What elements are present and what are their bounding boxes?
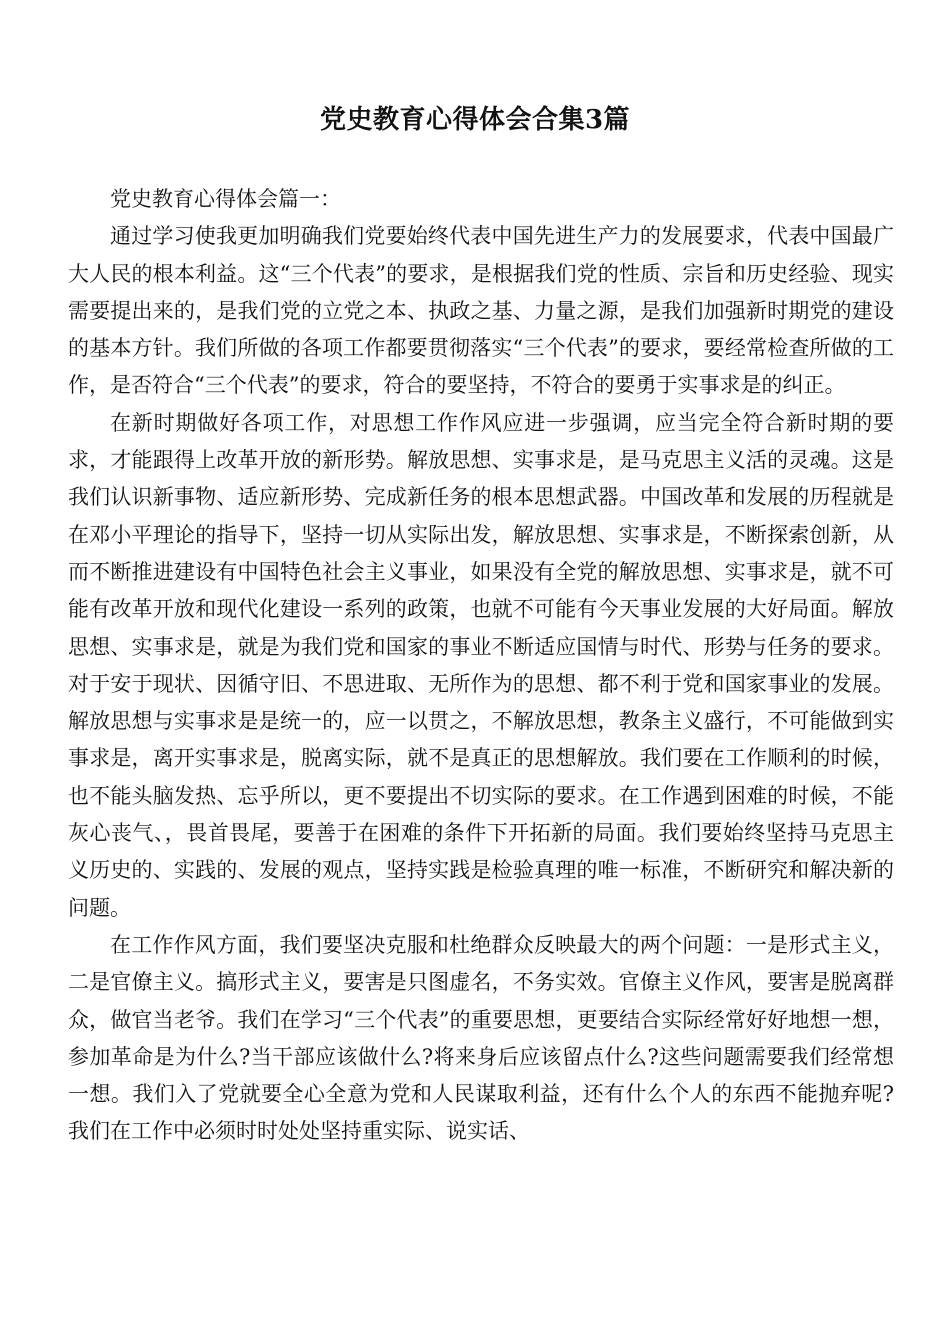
paragraph: 在新时期做好各项工作，对思想工作作风应进一步强调，应当完全符合新时期的要求，才能跟得上改革开放的新形势。解放思想、实事求是，是马克思主义活的灵魂。这是我们认识新事物、适应新形势、完成新任务的根本思想武器。中国改革和发展的历程就是在邓小平理论的指导下，坚持一切从实际出发，解放思想、实事求是，不断探索创新，从而不断推进建设有中国特色社会主义事业，如果没有全党的解放思想、实事求是，就不可能有改革开放和现代化建设一系列的政策，也就不可能有今天事业发展的大好局面。解放思想、实事求是，就是为我们党和国家的事业不断适应国情与时代、形势与任务的要求。对于安于现状、因循守旧、不思进取、无所作为的思想、都不利于党和国家事业的发展。解放思想与实事求是是统一的，应一以贯之，不解放思想，教条主义盛行，不可能做到实事求是，离开实事求是，脱离实际，就不是真正的思想解放。我们要在工作顺利的时候，也不能头脑发热、忘乎所以，更不要提出不切实际的要求。在工作遇到困难的时候，不能灰心丧气、，畏首畏尾，要善于在困难的条件下开拓新的局面。我们要始终坚持马克思主义历史的、实践的、发展的观点，坚持实践是检验真理的唯一标准，不断研究和解决新的问题。 [68, 410, 894, 920]
document-body [68, 181, 894, 1151]
paragraph: 通过学习使我更加明确我们党要始终代表中国先进生产力的发展要求，代表中国最广大人民的根本利益。这“三个代表”的要求，是根据我们党的性质、宗旨和历史经验、现实需要提出来的，是我们党的立党之本、执政之基、力量之源，是我们加强新时期党的建设的基本方针。我们所做的各项工作都要贯彻落实“三个代表”的要求，要经常检查所做的工作，是否符合“三个代表”的要求，符合的要坚持，不符合的要勇于实事求是的纠正。 [68, 224, 894, 398]
document-title: 党史教育心得体会合集3篇 [319, 105, 631, 135]
paragraph: 在工作作风方面，我们要坚决克服和杜绝群众反映最大的两个问题：一是形式主义，二是官僚主义。搞形式主义，要害是只图虚名，不务实效。官僚主义作风，要害是脱离群众，做官当老爷。我们在学习“三个代表”的重要思想，更要结合实际经常好好地想一想，参加革命是为什么?当干部应该做什么?将来身后应该留点什么?这些问题需要我们经常想一想。我们入了党就要全心全意为党和人民谋取利益，还有什么个人的东西不能抛弃呢?我们在工作中必须时时处处坚持重实际、说实话、 [68, 932, 894, 1144]
paragraph-heading: 党史教育心得体会篇一： [110, 187, 341, 211]
